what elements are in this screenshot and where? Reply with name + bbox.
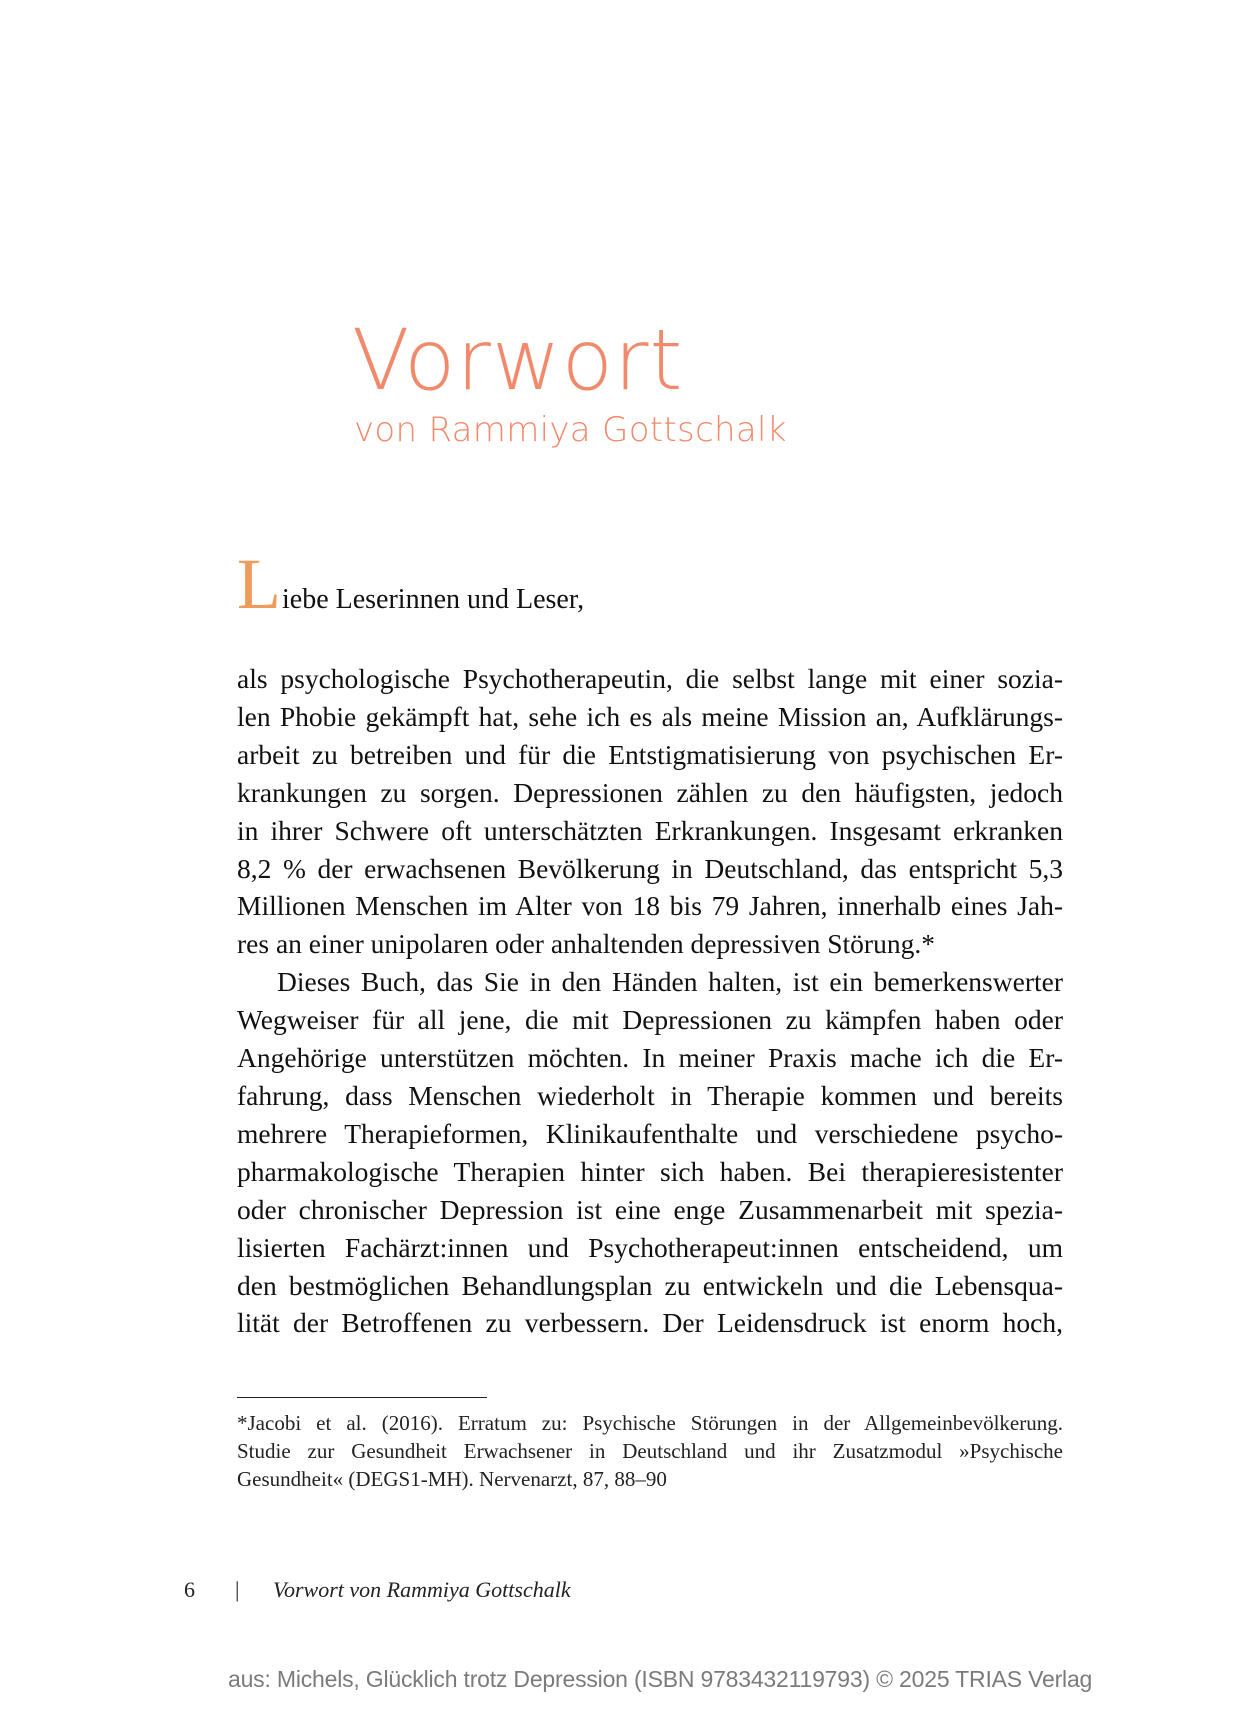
page-number: 6 bbox=[184, 1577, 195, 1602]
footnote-divider bbox=[237, 1397, 487, 1398]
body-line: len Phobie gekämpft hat, sehe ich es als meine Mission an, Aufklärungs- bbox=[237, 700, 1063, 732]
body-line: als psychologische Psychotherapeutin, die selbst lange mit einer sozia- bbox=[237, 663, 1063, 694]
body-line: 8,2 % der erwachsenen Bevölkerung in Deutschland, das entspricht 5,3 bbox=[237, 852, 1063, 884]
paragraph-2 bbox=[237, 963, 1063, 1342]
footnote bbox=[237, 1409, 1063, 1493]
footnote-line: Gesundheit« (DEGS1-MH). Nervenarzt, 87, 88–90 bbox=[237, 1467, 667, 1491]
footnote-line: *Jacobi et al. (2016). Erratum zu: Psychische Störungen in der Allgemeinbevölkerung. bbox=[237, 1411, 1063, 1435]
footer-separator: | bbox=[235, 1577, 240, 1602]
body-line: Millionen Menschen im Alter von 18 bis 79 Jahren, innerhalb eines Jah- bbox=[237, 890, 1063, 922]
body-line: fahrung, dass Menschen wiederholt in Therapie kommen und bereits bbox=[237, 1079, 1063, 1111]
paragraph-1 bbox=[237, 660, 1063, 963]
drop-cap: L bbox=[237, 544, 281, 624]
body-line: pharmakologische Therapien hinter sich haben. Bei therapieresistenter bbox=[237, 1155, 1063, 1187]
body-line: arbeit zu betreiben und für die Entstigmatisierung von psychischen Er- bbox=[237, 738, 1063, 770]
body-line: lität der Betroffenen zu verbessern. Der Leidensdruck ist enorm hoch, bbox=[237, 1307, 1063, 1339]
chapter-subtitle: von Rammiya Gottschalk bbox=[354, 410, 787, 450]
salutation-text: iebe Leserinnen und Leser, bbox=[281, 584, 585, 615]
source-attribution: aus: Michels, Glücklich trotz Depression (ISBN 9783432119793) © 2025 TRIAS Verlag bbox=[228, 1666, 1093, 1692]
body-line: res an einer unipolaren oder anhaltenden depressiven Störung.* bbox=[237, 928, 935, 960]
body-line: krankungen zu sorgen. Depressionen zählen zu den häufigsten, jedoch bbox=[237, 776, 1063, 808]
body-line: Wegweiser für all jene, die mit Depressionen zu kämpfen haben oder bbox=[237, 1004, 1063, 1036]
body-line: oder chronischer Depression ist eine enge Zusammenarbeit mit spezia- bbox=[237, 1193, 1063, 1225]
body-line: Angehörige unterstützen möchten. In meiner Praxis mache ich die Er- bbox=[237, 1042, 1063, 1074]
body-line: in ihrer Schwere oft unterschätzten Erkrankungen. Insgesamt erkranken bbox=[237, 814, 1063, 846]
salutation bbox=[237, 544, 585, 628]
body-line: mehrere Therapieformen, Klinikaufenthalte und verschiedene psycho- bbox=[237, 1117, 1063, 1149]
footnote-line: Studie zur Gesundheit Erwachsener in Deutschland und ihr Zusatzmodul »Psychische bbox=[237, 1439, 1063, 1463]
body-line: Dieses Buch, das Sie in den Händen halten, ist ein bemerkenswerter bbox=[277, 966, 1063, 998]
chapter-title: Vorwort bbox=[352, 311, 684, 409]
running-title: Vorwort von Rammiya Gottschalk bbox=[273, 1577, 571, 1602]
body-text bbox=[237, 660, 1063, 1342]
body-line: den bestmöglichen Behandlungsplan zu entwickeln und die Lebensqua- bbox=[237, 1269, 1063, 1301]
body-line: lisierten Fachärzt:innen und Psychotherapeut:innen entscheidend, um bbox=[237, 1231, 1063, 1263]
